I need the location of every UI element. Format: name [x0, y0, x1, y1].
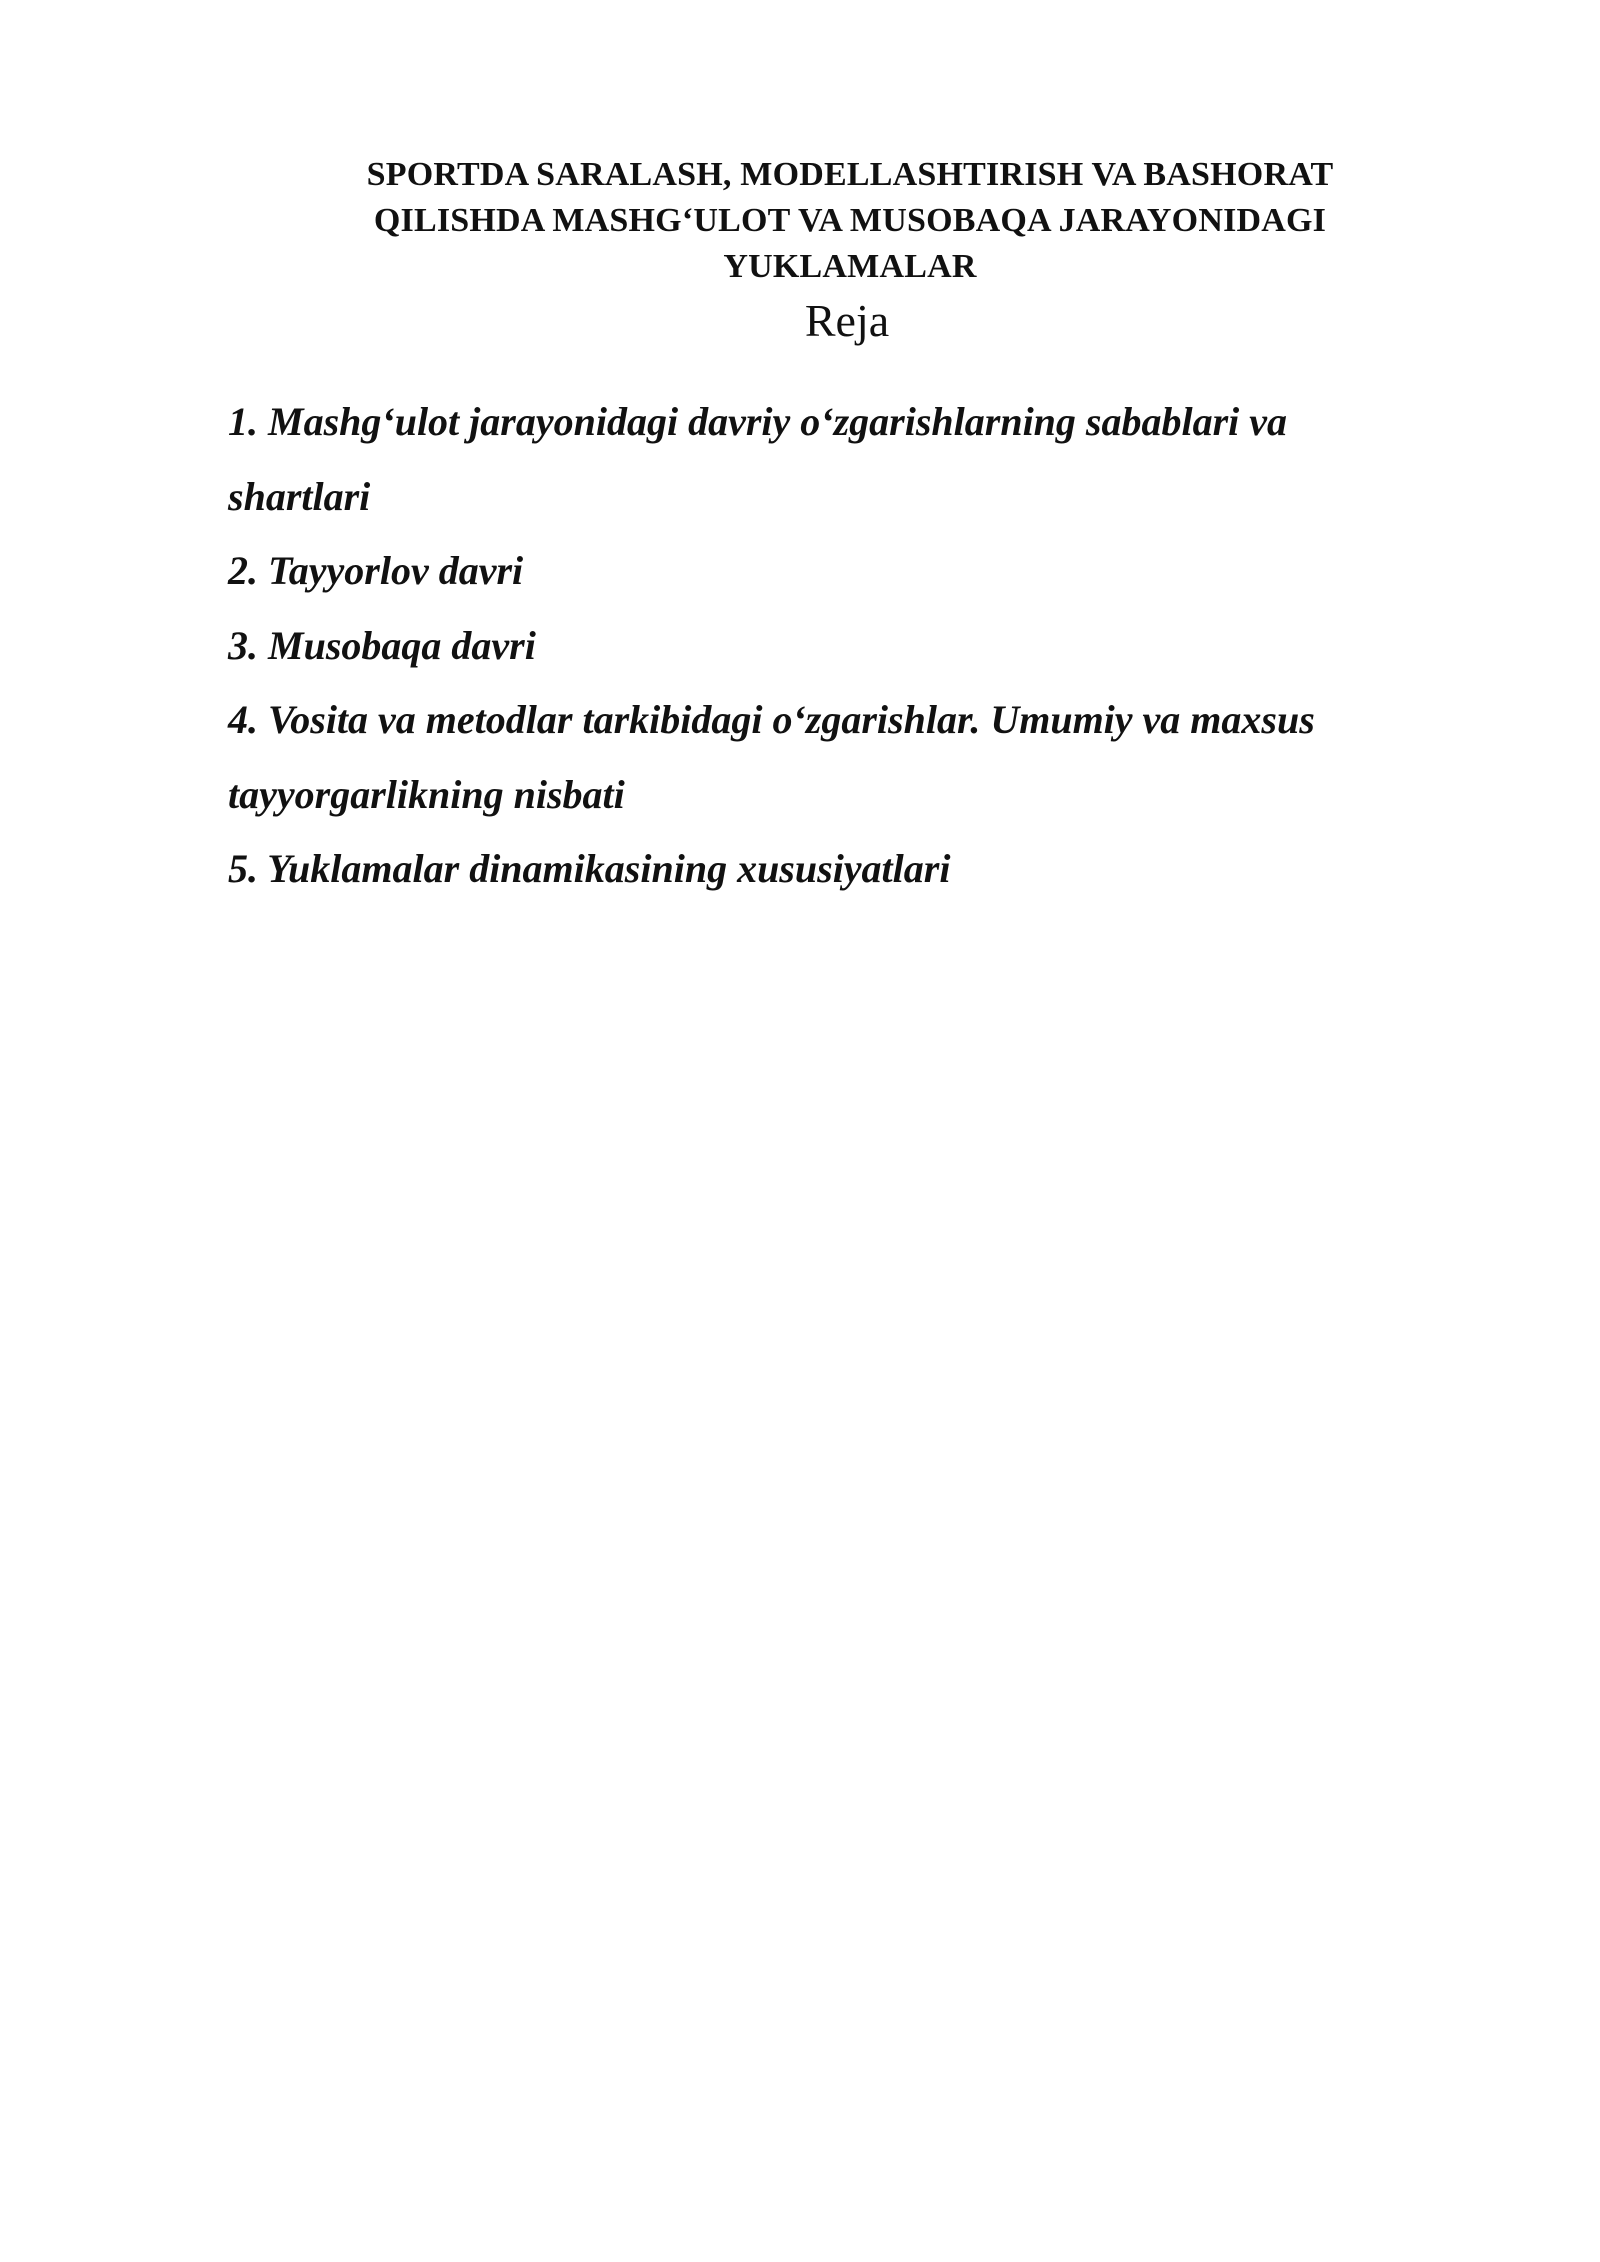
- document-title: [270, 152, 1430, 290]
- plan-item-3: 3. Musobaqa davri: [228, 622, 536, 668]
- title-line-3: YUKLAMALAR: [723, 248, 977, 285]
- title-line-1: SPORTDA SARALASH, MODELLASHTIRISH VA BASHORAT: [366, 156, 1334, 193]
- plan-heading: Reja: [804, 295, 890, 346]
- plan-item-2: 2. Tayyorlov davri: [228, 548, 524, 593]
- plan-item-5: 5. Yuklamalar dinamikasining xususiyatlari: [228, 846, 951, 891]
- plan-item-4: 4. Vosita va metodlar tarkibidagi o‘zgarishlar. Umumiy va maxsus tayyorgarlikning nisbati: [228, 697, 1315, 817]
- plan-list: [228, 385, 1428, 907]
- title-line-2: QILISHDA MASHG‘ULOT VA MUSOBAQA JARAYONIDAGI: [373, 202, 1327, 239]
- plan-item-1: 1. Mashg‘ulot jarayonidagi davriy o‘zgarishlarning sabablari va shartlari: [228, 399, 1288, 519]
